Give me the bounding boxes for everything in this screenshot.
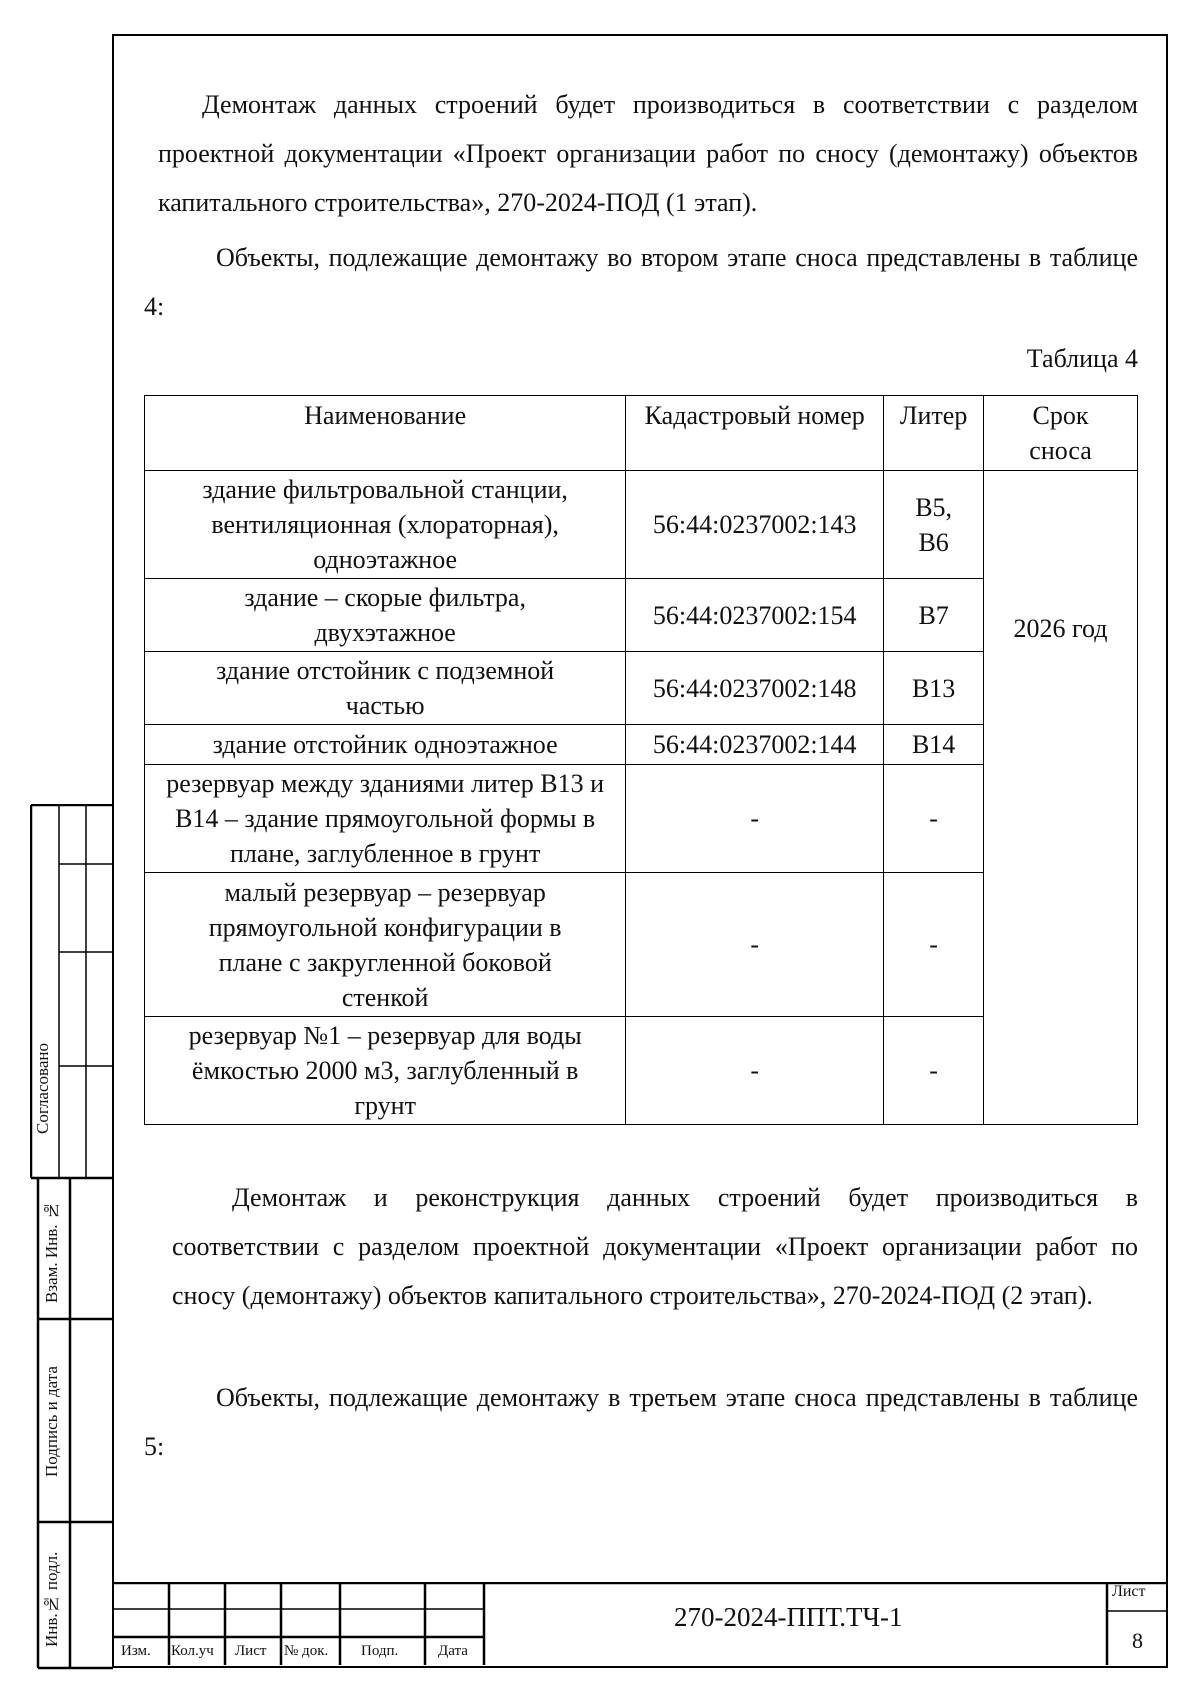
cell-cadastral: 56:44:0237002:154	[626, 579, 884, 652]
cell-cadastral: -	[626, 765, 884, 873]
col-izm: Изм.	[121, 1643, 151, 1659]
table-row	[145, 471, 1138, 579]
cell-cadastral: 56:44:0237002:144	[626, 725, 884, 765]
sheet-label: Лист	[1112, 1583, 1146, 1600]
paragraph-demolition-stage1: Демонтаж данных строений будет производиться в соответствии с разделом проектной документации «Проект организации работ по сносу (демонтажу) объектов капитального строительства», 270-2024-ПОД (1 этап).	[158, 90, 1138, 217]
document-code: 270-2024-ППТ.ТЧ-1	[674, 1602, 903, 1632]
sheet-number: 8	[1132, 1628, 1143, 1653]
header-name: Наименование	[145, 396, 626, 471]
cell-name: здание отстойник одноэтажное	[145, 725, 626, 765]
col-date: Дата	[438, 1643, 468, 1659]
col-list: Лист	[235, 1643, 267, 1659]
cell-name: резервуар между зданиями литер В13 и В14 – здание прямоугольной формы в плане, заглубленное в грунт	[145, 765, 626, 873]
table-4	[144, 395, 1138, 1125]
cell-name: здание – скорые фильтра, двухэтажное	[145, 579, 626, 652]
cell-cadastral: 56:44:0237002:143	[626, 471, 884, 579]
cell-cadastral: -	[626, 873, 884, 1017]
header-deadline: Срок сноса	[984, 396, 1138, 471]
cell-name: здание фильтровальной станции, вентиляционная (хлораторная), одноэтажное	[145, 471, 626, 579]
side-stamp	[30, 804, 112, 1668]
paragraph-table4-intro: Объекты, подлежащие демонтажу во втором этапе сноса представлены в таблице 4:	[144, 243, 1138, 321]
label-signature-date: Подпись и дата	[42, 1366, 61, 1478]
cell-name: здание отстойник с подземной частью	[145, 652, 626, 725]
cell-liter: -	[884, 765, 984, 873]
header-cadastral: Кадастровый номер	[626, 396, 884, 471]
cell-liter: В13	[884, 652, 984, 725]
title-block-grid	[114, 1582, 1166, 1666]
col-doc-no: № док.	[284, 1643, 329, 1659]
cell-cadastral: -	[626, 1017, 884, 1125]
label-agreed: Согласовано	[33, 1043, 52, 1135]
paragraph-demolition-stage2: Демонтаж и реконструкция данных строений будет производиться в соответствии с разделом проектной документации «Проект организации работ по сносу (демонтажу) объектов капитального строительства», 270-2024-ПОД (2 этап).	[172, 1183, 1138, 1310]
cell-deadline: 2026 год	[984, 471, 1138, 1125]
cell-liter: В14	[884, 725, 984, 765]
cell-liter: В7	[884, 579, 984, 652]
label-inv-orig: Инв.№ подл.	[42, 1551, 61, 1647]
cell-name: малый резервуар – резервуар прямоугольной конфигурации в плане с закругленной боковой стенкой	[145, 873, 626, 1017]
cell-liter: -	[884, 1017, 984, 1125]
col-kol-uch: Кол.уч	[171, 1643, 214, 1659]
col-signature: Подп.	[361, 1643, 399, 1659]
title-block	[114, 1582, 1166, 1666]
cell-name: резервуар №1 – резервуар для воды ёмкостью 2000 м3, заглубленный в грунт	[145, 1017, 626, 1125]
header-liter: Литер	[884, 396, 984, 471]
cell-liter: -	[884, 873, 984, 1017]
cell-liter: В5, В6	[884, 471, 984, 579]
paragraph-table5-intro: Объекты, подлежащие демонтажу в третьем этапе сноса представлены в таблице 5:	[144, 1383, 1138, 1461]
label-replaced-inv: Взам. Инв. №	[42, 1201, 61, 1303]
cell-cadastral: 56:44:0237002:148	[626, 652, 884, 725]
table4-caption: Таблица 4	[1026, 344, 1138, 373]
